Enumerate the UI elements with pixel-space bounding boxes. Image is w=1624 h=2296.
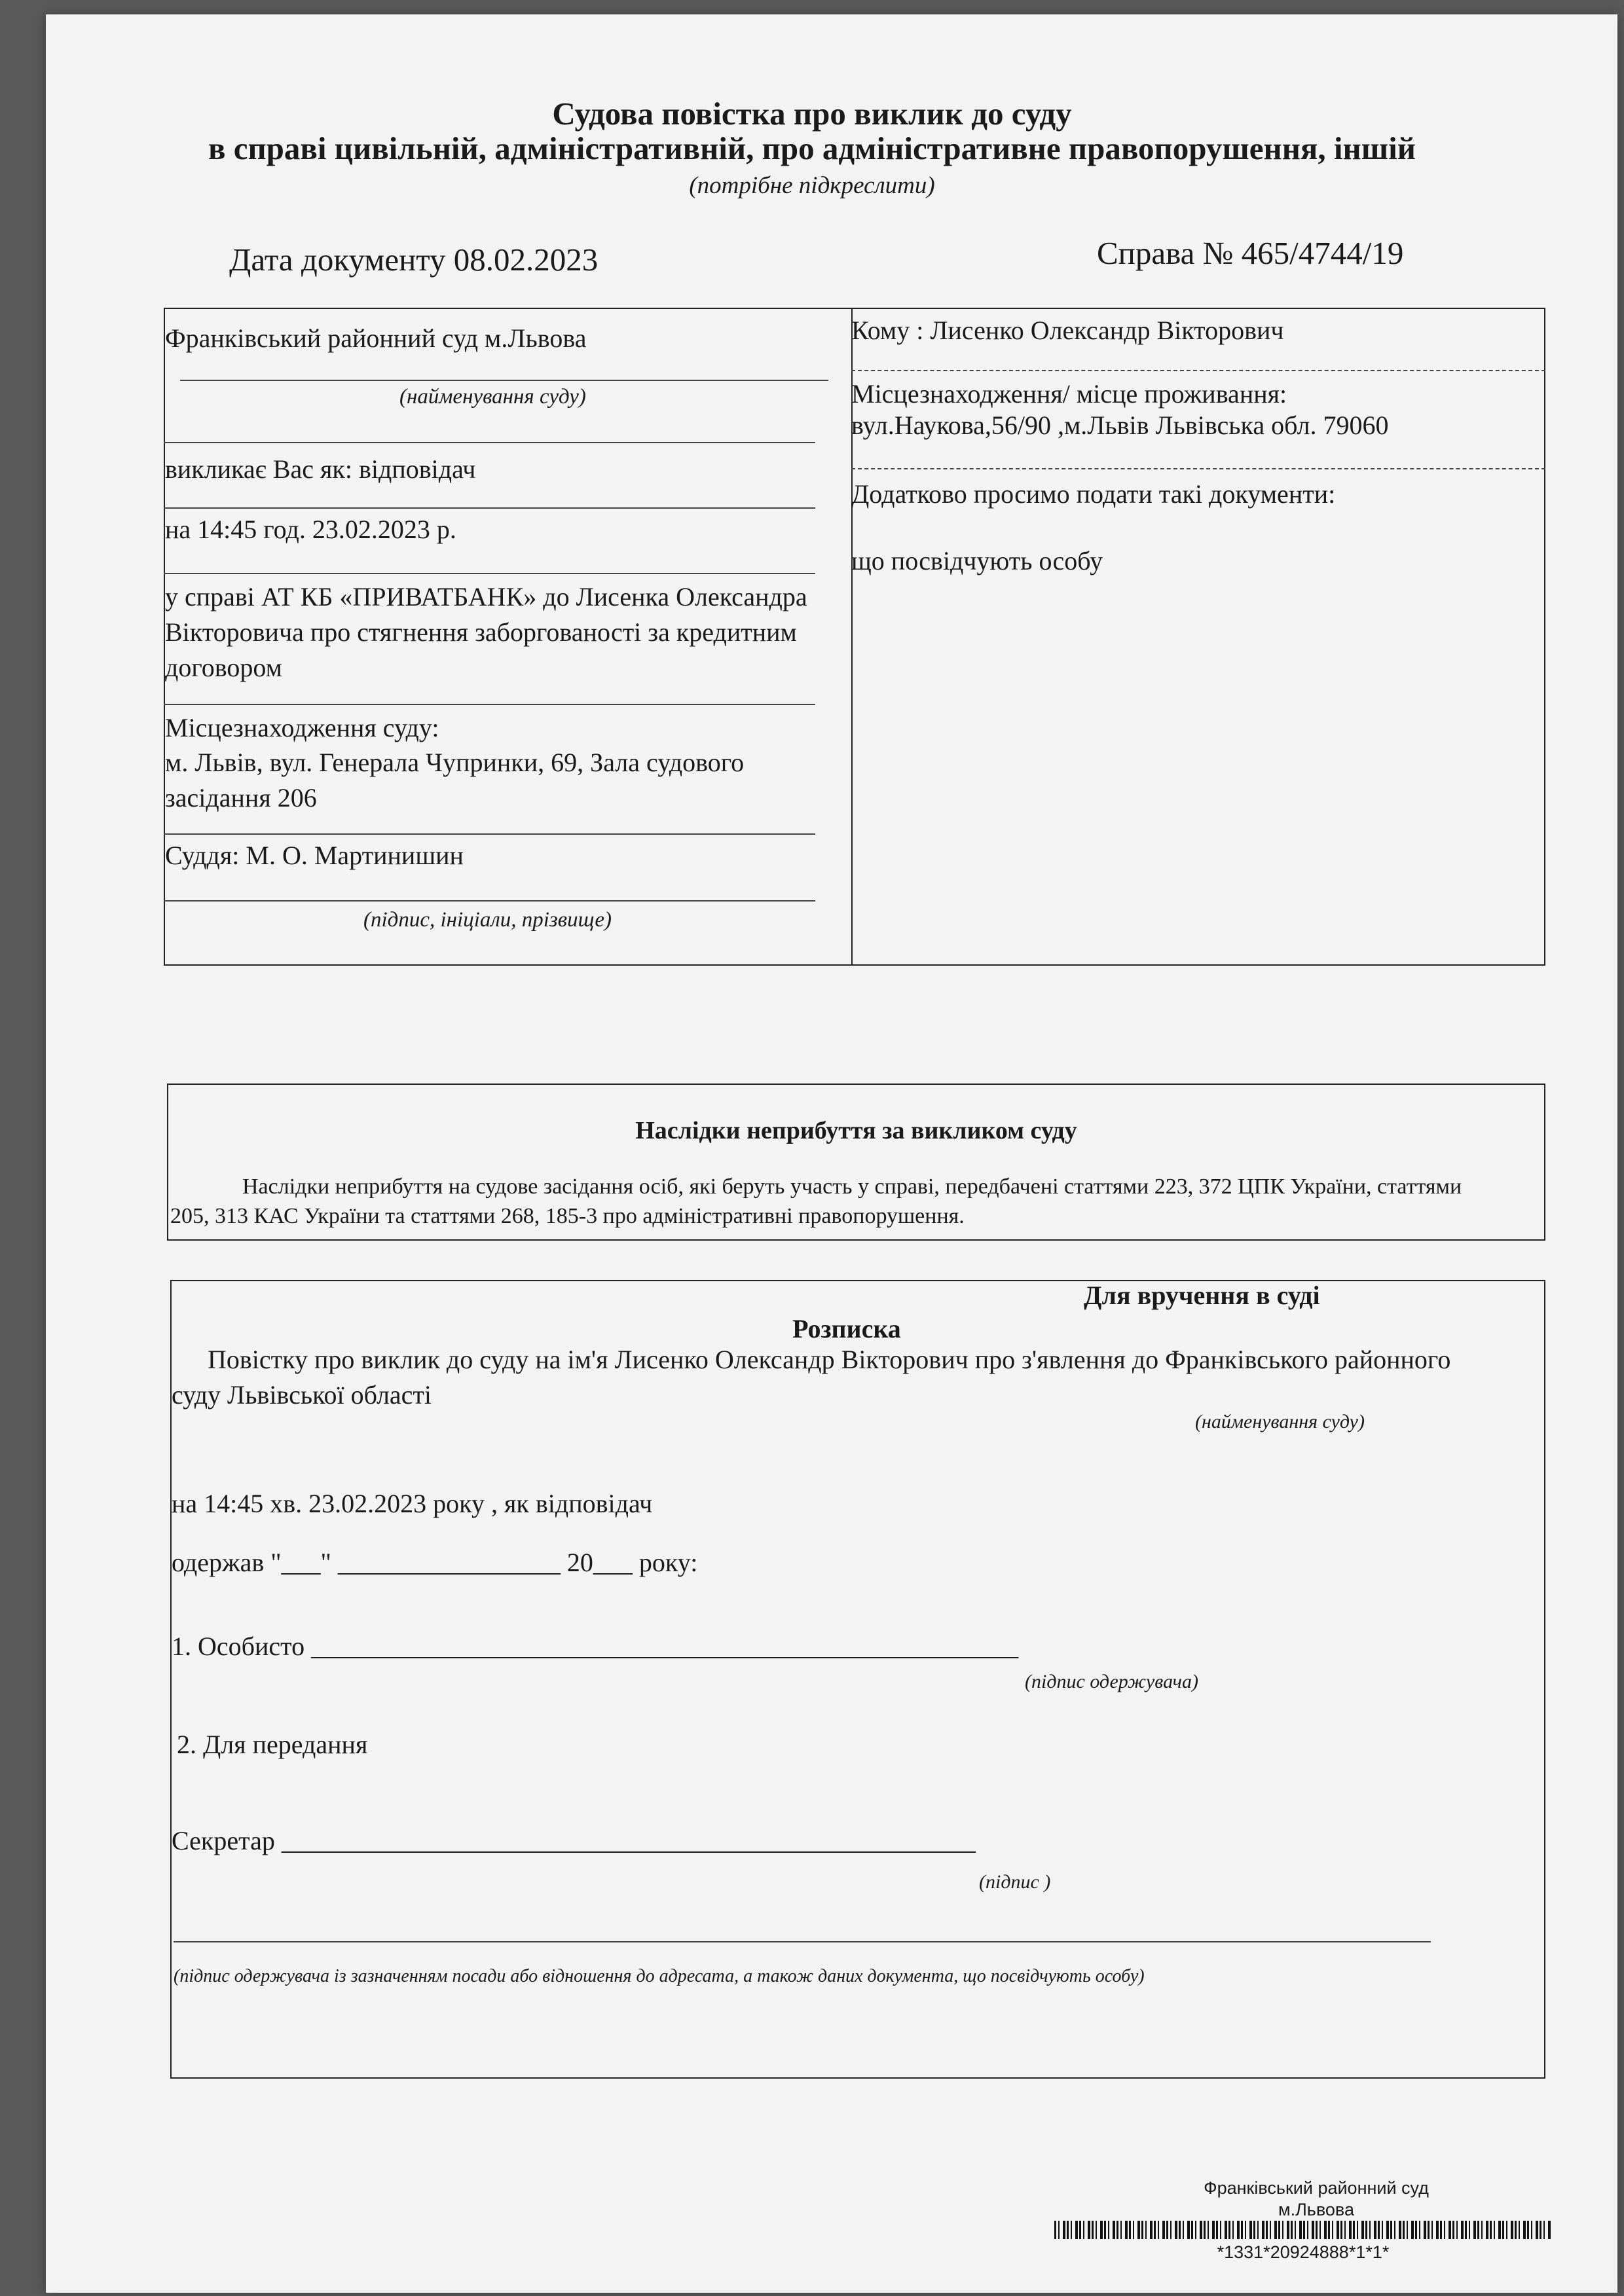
divider (164, 833, 815, 835)
barcode (1054, 2221, 1552, 2239)
divider (164, 573, 815, 574)
court-name: Франківський районний суд м.Львова (165, 323, 587, 353)
divider (164, 704, 815, 705)
personally-hint: (підпис одержувача) (1025, 1671, 1198, 1692)
document-date: Дата документу 08.02.2023 (229, 242, 599, 278)
case-number: Справа № 465/4744/19 (1097, 235, 1404, 271)
summons-as: викликає Вас як: відповідач (165, 454, 476, 484)
barcode-text: *1331*20924888*1*1* (1217, 2242, 1390, 2262)
recipient: Кому : Лисенко Олександр Вікторович (851, 316, 1284, 345)
residence-label: Місцезнаходження/ місце проживання: (851, 379, 1287, 409)
title-hint: (потрібне підкреслити) (689, 172, 935, 199)
secretary-line: Секретар _____________________________________________________ (172, 1826, 976, 1855)
for-court-label: Для вручення в суді (1084, 1281, 1320, 1310)
divider (164, 442, 815, 443)
hearing-datetime: на 14:45 год. 23.02.2023 р. (165, 515, 456, 544)
divider (174, 1941, 1431, 1942)
stamp-city: м.Львова (1278, 2200, 1354, 2219)
residence-address: вул.Наукова,56/90 ,м.Львів Львівська обл. 79060 (851, 410, 1389, 440)
court-name-hint: (найменування суду) (399, 385, 586, 409)
received-date-line: одержав "___" _________________ 20___ року: (172, 1548, 698, 1577)
court-location-label: Місцезнаходження суду: (165, 713, 439, 742)
extra-docs-label: Додатково просимо подати такі документи: (851, 479, 1336, 509)
divider (164, 507, 815, 509)
judge-name: Суддя: М. О. Мартинишин (165, 841, 464, 870)
document-subtitle: в справі цивільній, адміністративній, про адміністративне правопорушення, іншій (208, 130, 1416, 166)
judge-hint: (підпис, ініціали, прізвище) (363, 908, 612, 932)
recipient-signature-hint: (підпис одержувача із зазначенням посади або відношення до адресата, а також даних документа, що посвідчують особу) (174, 1966, 1145, 1986)
personally-line: 1. Особисто ______________________________________________________ (172, 1631, 1019, 1661)
receipt-text: Повістку про виклик до суду на ім'я Лисенко Олександр Вікторович про з'явлення до Франківського районного суду Львівської області (172, 1345, 1451, 1410)
receipt-datetime: на 14:45 хв. 23.02.2023 року , як відповідач (172, 1489, 653, 1518)
case-description: у справі АТ КБ «ПРИВАТБАНК» до Лисенка Олександра Вікторовича про стягнення заборгованості за кредитним договором (165, 582, 807, 682)
divider (851, 468, 1545, 469)
consequences-text: Наслідки неприбуття на судове засідання осіб, які беруть участь у справі, передбачені статтями 223, 372 ЦПК України, статтями 205, 313 КАС України та статтями 268, 185-3 про адміністративні правопорушення. (170, 1175, 1462, 1228)
court-location: м. Львів, вул. Генерала Чупринки, 69, Зала судового засідання 206 (165, 748, 745, 812)
divider (164, 900, 815, 902)
consequences-title: Наслідки неприбуття за викликом суду (635, 1117, 1077, 1144)
secretary-hint: (підпис ) (979, 1871, 1051, 1893)
stamp-court-name: Франківський районний суд (1204, 2178, 1429, 2198)
divider (851, 370, 1545, 371)
document-title: Судова повістка про виклик до суду (552, 96, 1072, 132)
for-transfer-line: 2. Для передання (177, 1730, 368, 1759)
receipt-title: Розписка (792, 1314, 901, 1343)
receipt-court-hint: (найменування суду) (1195, 1411, 1365, 1432)
divider (180, 380, 828, 381)
extra-docs-value: що посвідчують особу (851, 546, 1103, 575)
